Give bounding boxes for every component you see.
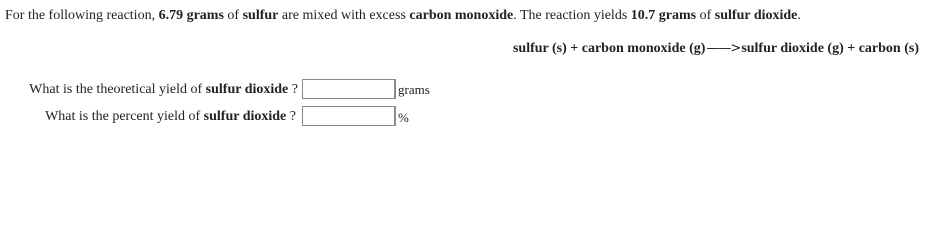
product-sulfur-dioxide: sulfur dioxide [714,8,798,23]
question-prefix: What is the percent yield of [45,109,204,124]
question-label [45,106,296,128]
question-suffix: ? [286,109,296,124]
question-prefix: What is the theoretical yield of [29,82,206,97]
reactant-sulfur: sulfur [242,8,279,23]
equation-products: sulfur dioxide (g) + carbon (s) [741,41,919,56]
intro-text: of [223,8,243,23]
question-label [29,79,298,101]
input-divider [394,106,395,126]
theoretical-yield-question [0,79,298,101]
question-subject: sulfur dioxide [203,109,287,124]
intro-text: . [797,8,801,23]
unit-percent: % [398,110,409,125]
intro-text: are mixed with excess [278,8,410,23]
intro-text: . The reaction yields [513,8,631,23]
percent-yield-input[interactable] [302,106,396,126]
intro-text: For the following reaction, [5,8,159,23]
question-suffix: ? [288,82,298,97]
problem-statement [5,7,801,25]
equation-reactants: sulfur (s) + carbon monoxide (g) [512,41,706,56]
question-subject: sulfur dioxide [205,82,289,97]
product-mass: 10.7 grams [630,8,697,23]
percent-yield-question [0,106,296,128]
theoretical-yield-input[interactable] [302,79,396,99]
reaction-equation [513,40,919,58]
reaction-arrow-icon: ——> [706,41,741,56]
sulfur-mass: 6.79 grams [158,8,224,23]
input-divider [394,79,395,99]
unit-grams: grams [398,82,430,97]
intro-text: of [696,8,715,23]
reactant-carbon-monoxide: carbon monoxide [409,8,514,23]
